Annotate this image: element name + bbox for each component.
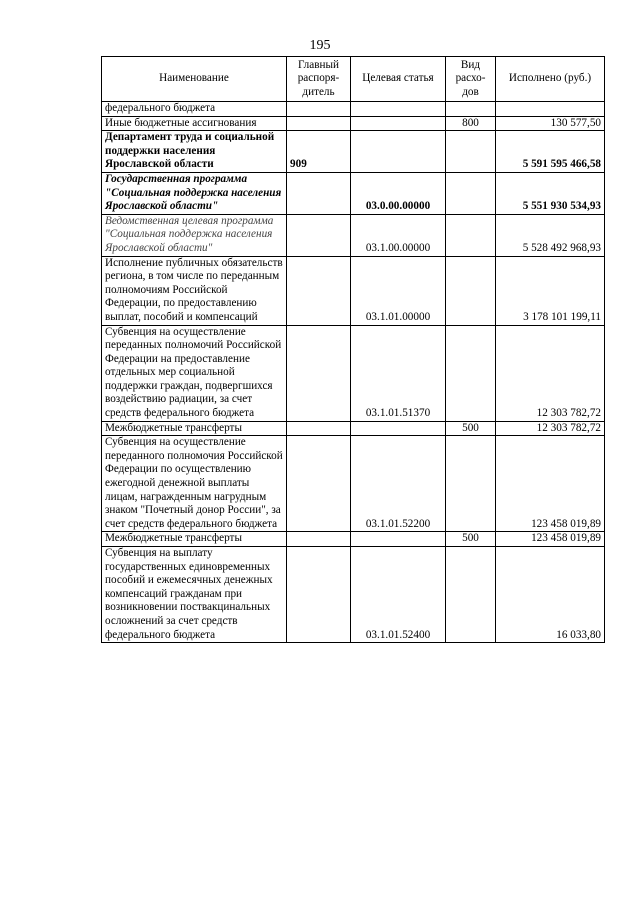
cell-name: Межбюджетные трансферты	[102, 532, 287, 547]
cell-main	[287, 532, 351, 547]
cell-name: Исполнение публичных обязательств региона, в том числе по переданным полномочиям Российской Федерации, по предоставлению выплат, пособий и компенсаций	[102, 256, 287, 325]
cell-main	[287, 102, 351, 117]
header-main-administrator: Главный распоря-дитель	[287, 57, 351, 102]
cell-executed: 123 458 019,89	[496, 532, 605, 547]
cell-type	[446, 102, 496, 117]
cell-executed	[496, 102, 605, 117]
cell-target	[351, 116, 446, 131]
cell-name: Департамент труда и социальной поддержки населения Ярославской области	[102, 131, 287, 173]
budget-execution-table	[101, 56, 605, 643]
table-row	[102, 421, 605, 436]
cell-target	[351, 131, 446, 173]
cell-main	[287, 547, 351, 643]
cell-target: 03.1.01.51370	[351, 325, 446, 421]
table-row	[102, 102, 605, 117]
cell-main	[287, 256, 351, 325]
cell-executed: 5 528 492 968,93	[496, 214, 605, 256]
page-number: 195	[309, 38, 331, 53]
cell-target	[351, 421, 446, 436]
cell-main	[287, 436, 351, 532]
header-expense-type: Вид расхо-дов	[446, 57, 496, 102]
table-row	[102, 172, 605, 214]
cell-name: Субвенция на осуществление переданных полномочий Российской Федерации на предоставление отдельных мер социальной поддержки граждан, подвергшихся воздействию радиации, за счет средств федерального бюджета	[102, 325, 287, 421]
cell-main	[287, 214, 351, 256]
table-row	[102, 131, 605, 173]
cell-target: 03.1.01.52400	[351, 547, 446, 643]
cell-executed: 12 303 782,72	[496, 421, 605, 436]
table-row	[102, 325, 605, 421]
cell-executed: 130 577,50	[496, 116, 605, 131]
cell-type: 500	[446, 421, 496, 436]
cell-target	[351, 532, 446, 547]
cell-name: Иные бюджетные ассигнования	[102, 116, 287, 131]
cell-executed: 12 303 782,72	[496, 325, 605, 421]
cell-type	[446, 214, 496, 256]
cell-name: Субвенция на выплату государственных единовременных пособий и ежемесячных денежных компенсаций гражданам при возникновении поствакцинальных осложнений за счет средств федерального бюджета	[102, 547, 287, 643]
header-target-article: Целевая статья	[351, 57, 446, 102]
cell-type	[446, 547, 496, 643]
cell-executed: 3 178 101 199,11	[496, 256, 605, 325]
cell-target: 03.1.00.00000	[351, 214, 446, 256]
table-row	[102, 532, 605, 547]
cell-type	[446, 131, 496, 173]
table-row	[102, 214, 605, 256]
cell-type	[446, 436, 496, 532]
table-row	[102, 256, 605, 325]
cell-name: Ведомственная целевая программа "Социальная поддержка населения Ярославской области"	[102, 214, 287, 256]
cell-name: Субвенция на осуществление переданного полномочия Российской Федерации по осуществлению ежегодной денежной выплаты лицам, награжденным нагрудным знаком "Почетный донор России", за счет средств федерального бюджета	[102, 436, 287, 532]
table-row	[102, 116, 605, 131]
cell-target: 03.1.01.00000	[351, 256, 446, 325]
header-executed: Исполнено (руб.)	[496, 57, 605, 102]
cell-type: 500	[446, 532, 496, 547]
cell-executed: 5 591 595 466,58	[496, 131, 605, 173]
cell-type: 800	[446, 116, 496, 131]
table-row	[102, 436, 605, 532]
header-name: Наименование	[102, 57, 287, 102]
cell-main	[287, 325, 351, 421]
table-row	[102, 547, 605, 643]
cell-target: 03.1.01.52200	[351, 436, 446, 532]
cell-type	[446, 325, 496, 421]
cell-name: федерального бюджета	[102, 102, 287, 117]
cell-main	[287, 116, 351, 131]
cell-target	[351, 102, 446, 117]
cell-type	[446, 172, 496, 214]
cell-main	[287, 421, 351, 436]
cell-name: Государственная программа "Социальная поддержка населения Ярославской области"	[102, 172, 287, 214]
cell-executed: 16 033,80	[496, 547, 605, 643]
cell-executed: 5 551 930 534,93	[496, 172, 605, 214]
cell-target: 03.0.00.00000	[351, 172, 446, 214]
cell-main	[287, 172, 351, 214]
cell-name: Межбюджетные трансферты	[102, 421, 287, 436]
table-header-row	[102, 57, 605, 102]
cell-type	[446, 256, 496, 325]
cell-main: 909	[287, 131, 351, 173]
cell-executed: 123 458 019,89	[496, 436, 605, 532]
